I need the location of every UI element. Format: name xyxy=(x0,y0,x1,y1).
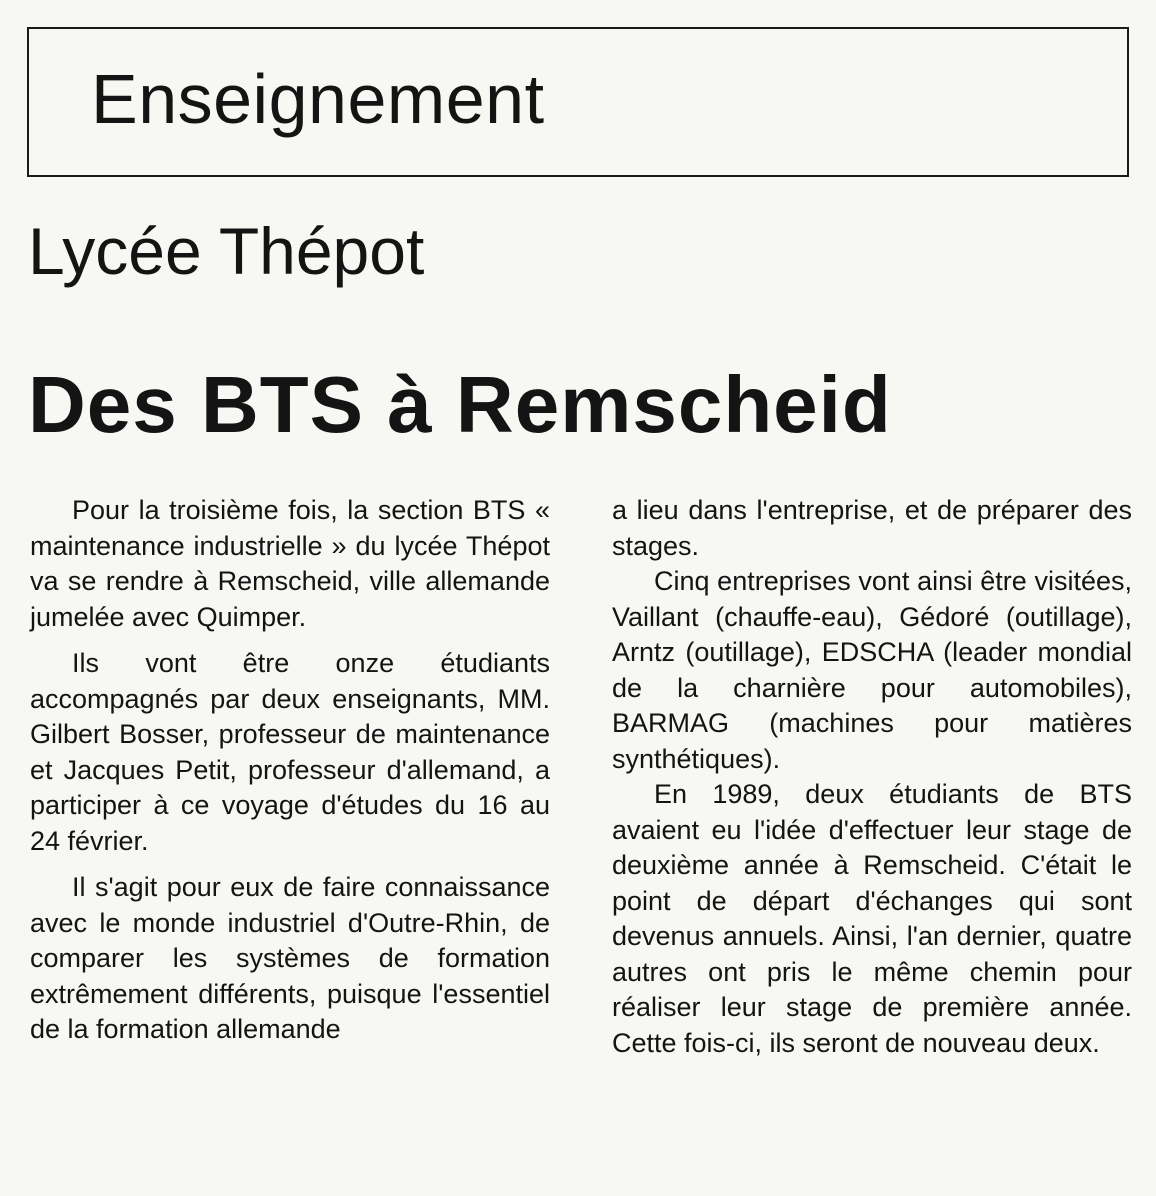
paragraph: Il s'agit pour eux de faire connaissance avec le monde industriel d'Outre-Rhin, de comparer les systèmes de formation extrêmement différents, puisque l'essentiel de la formation allemande xyxy=(30,872,550,1044)
paragraph: Ils vont être onze étudiants accompagnés par deux enseignants, MM. Gilbert Bosser, professeur de maintenance et Jacques Petit, professeur d'allemand, a participer à ce voyage d'études du 16 au 24 février. xyxy=(30,648,550,856)
section-title: Enseignement xyxy=(91,60,545,138)
section-header-box xyxy=(27,27,1129,177)
paragraph: Pour la troisième fois, la section BTS « maintenance industrielle » du lycée Thépot va se rendre à Remscheid, ville allemande jumelée avec Quimper. xyxy=(30,495,550,632)
paragraph: En 1989, deux étudiants de BTS avaient eu l'idée d'effectuer leur stage de deuxième année à Remscheid. C'était le point de départ d'échanges qui sont devenus annuels. Ainsi, l'an dernier, quatre autres ont pris le même chemin pour réaliser leur stage de première année. Cette fois-ci, ils seront de nouveau deux. xyxy=(612,779,1132,1058)
paragraph: a lieu dans l'entreprise, et de préparer des stages. xyxy=(612,495,1132,561)
article-column-left xyxy=(30,493,550,1048)
headline: Des BTS à Remscheid xyxy=(28,360,892,449)
article-column-right xyxy=(612,493,1132,1061)
paragraph: Cinq entreprises vont ainsi être visitées, Vaillant (chauffe-eau), Gédoré (outillage), Arntz (outillage), EDSCHA (leader mondial de la charnière pour automobiles), BARMAG (machines pour matières synthétiques). xyxy=(612,566,1132,774)
kicker-title: Lycée Thépot xyxy=(28,214,425,288)
